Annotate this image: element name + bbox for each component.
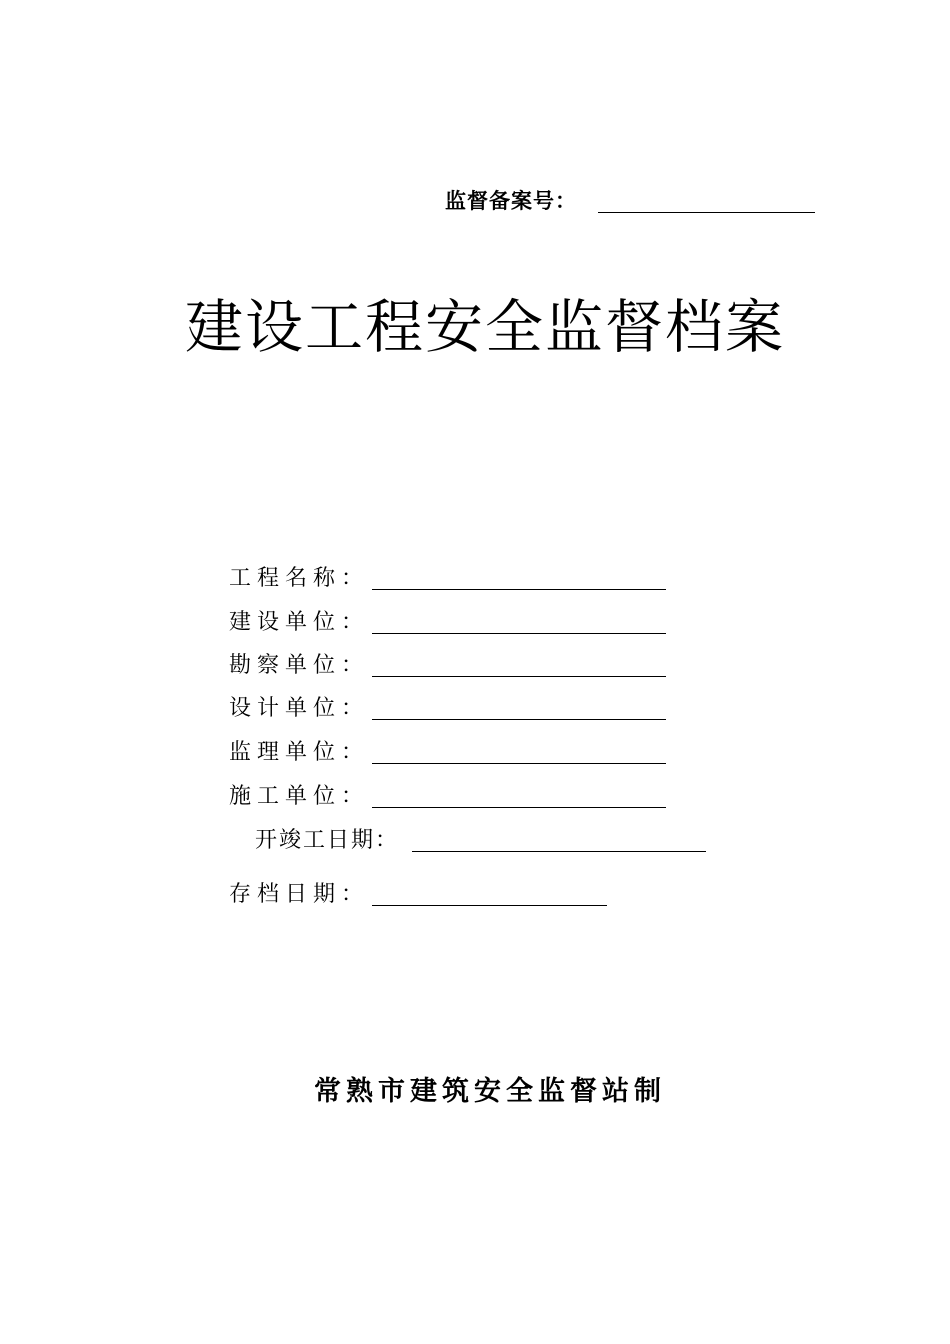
- project-name-label: 工程名称：: [229, 566, 370, 591]
- start-end-date-blank[interactable]: [412, 851, 706, 852]
- construction-unit-label: 建设单位：: [229, 610, 370, 635]
- project-name-blank[interactable]: [372, 589, 666, 590]
- archive-date-label: 存档日期：: [229, 882, 370, 907]
- page-title: 建设工程安全监督档案: [184, 293, 785, 361]
- survey-unit-label: 勘察单位：: [229, 653, 370, 678]
- start-end-date-label: 开竣工日期：: [255, 828, 400, 853]
- issuer-footer: 常熟市建筑安全监督站制: [314, 1076, 666, 1107]
- supervision-unit-label: 监理单位：: [229, 740, 370, 765]
- design-unit-label: 设计单位：: [229, 696, 370, 721]
- construction-unit-blank[interactable]: [372, 633, 666, 634]
- design-unit-blank[interactable]: [372, 719, 666, 720]
- supervision-unit-blank[interactable]: [372, 763, 666, 764]
- archive-date-blank[interactable]: [372, 905, 607, 906]
- contractor-unit-label: 施工单位：: [229, 784, 370, 809]
- record-number-label: 监督备案号：: [445, 189, 577, 213]
- record-number-field: [445, 186, 577, 216]
- survey-unit-blank[interactable]: [372, 676, 666, 677]
- contractor-unit-blank[interactable]: [372, 807, 666, 808]
- record-number-blank[interactable]: [598, 212, 815, 213]
